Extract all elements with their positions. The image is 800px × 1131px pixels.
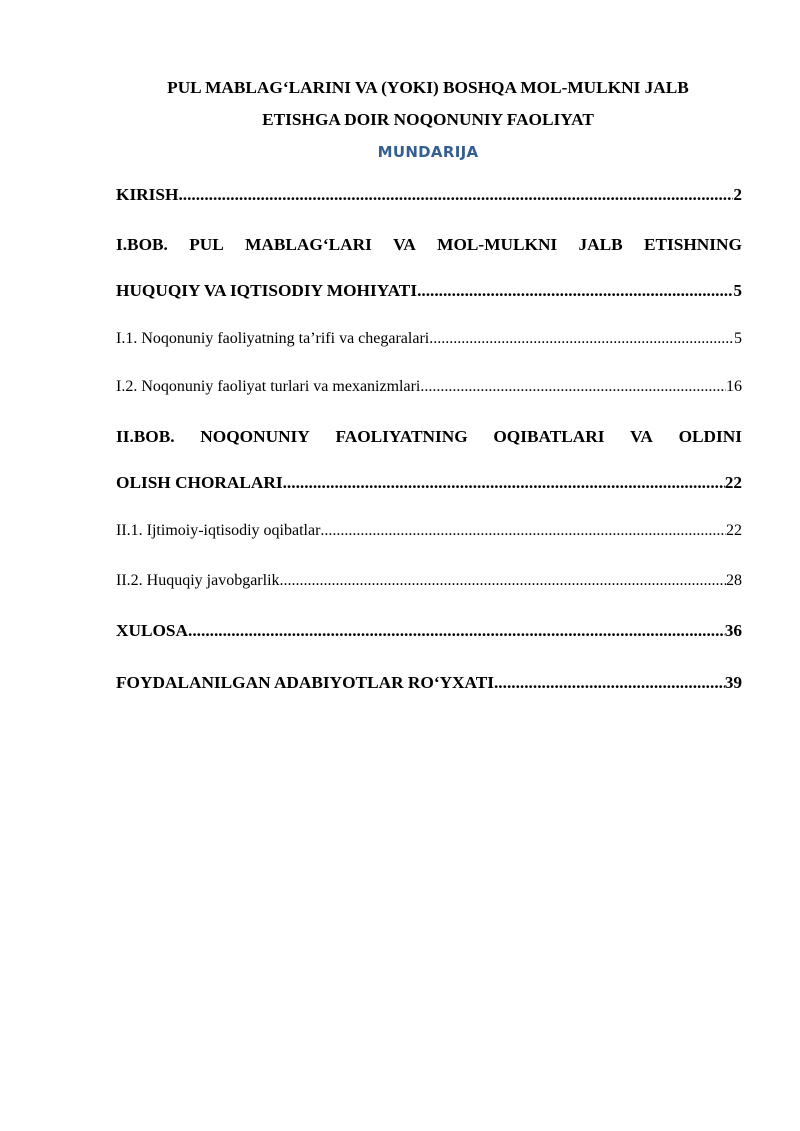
toc-leader-dots	[320, 520, 726, 542]
toc-entry-label: HUQUQIY VA IQTISODIY MOHIYATI	[116, 281, 418, 300]
toc-page-number: 16	[726, 378, 742, 395]
toc-word: OLDINI	[678, 427, 742, 446]
toc-entry-chapter-2-line-2[interactable]	[116, 472, 742, 494]
toc-word: PUL	[189, 235, 224, 254]
toc-leader-dots	[494, 672, 725, 694]
toc-leader-dots	[188, 620, 725, 642]
toc-word: VA	[393, 235, 416, 254]
toc-word: II.BOB.	[116, 427, 175, 446]
document-title-line-1: PUL MABLAG‘LARINI VA (YOKI) BOSHQA MOL-MULKNI JALB	[167, 78, 689, 97]
toc-page-number: 36	[724, 621, 742, 640]
toc-page-number: 2	[733, 185, 742, 204]
toc-entry-chapter-1-line-1[interactable]	[116, 234, 742, 256]
toc-page-number: 5	[733, 281, 742, 300]
toc-entry-label: I.1. Noqonuniy faoliyatning ta’rifi va chegaralari	[116, 330, 430, 347]
toc-page-number: 22	[726, 522, 742, 539]
toc-entry-label: OLISH CHORALARI	[116, 473, 283, 492]
toc-entry-section-2-1[interactable]	[116, 520, 742, 542]
toc-leader-dots	[420, 376, 726, 398]
toc-word: VA	[630, 427, 653, 446]
toc-entry-label: I.2. Noqonuniy faoliyat turlari va mexanizmlari	[116, 378, 421, 395]
toc-entry-section-2-2[interactable]	[116, 570, 742, 592]
toc-entry-label: KIRISH	[116, 185, 179, 204]
toc-leader-dots	[280, 570, 726, 592]
toc-entry-label: FOYDALANILGAN ADABIYOTLAR RO‘YXATI	[116, 673, 494, 692]
toc-entry-label: II.1. Ijtimoiy-iqtisodiy oqibatlar	[116, 522, 321, 539]
toc-word: I.BOB.	[116, 235, 168, 254]
toc-word: ETISHNING	[643, 235, 742, 254]
toc-leader-dots	[429, 328, 734, 350]
toc-word: FAOLIYATNING	[335, 427, 468, 446]
toc-word: JALB	[578, 235, 623, 254]
toc-entry-section-1-2[interactable]	[116, 376, 742, 398]
document-title-line-2: ETISHGA DOIR NOQONUNIY FAOLIYAT	[262, 110, 594, 129]
toc-entry-xulosa[interactable]	[116, 620, 742, 642]
toc-entry-chapter-1-line-2[interactable]	[116, 280, 742, 302]
contents-heading: MUNDARIJA	[377, 143, 479, 161]
toc-page-number: 5	[734, 330, 742, 347]
toc-entry-kirish[interactable]	[116, 184, 742, 206]
toc-entry-label: XULOSA	[116, 621, 189, 640]
toc-leader-dots	[417, 280, 733, 302]
toc-word: NOQONUNIY	[200, 427, 310, 446]
toc-leader-dots	[283, 472, 725, 494]
toc-entry-references[interactable]	[116, 672, 742, 694]
toc-entry-label: II.2. Huquqiy javobgarlik	[116, 572, 280, 589]
toc-page-number: 39	[724, 673, 742, 692]
toc-page-number: 28	[726, 572, 742, 589]
toc-page-number: 22	[724, 473, 742, 492]
toc-leader-dots	[178, 184, 733, 206]
toc-entry-section-1-1[interactable]	[116, 328, 742, 350]
toc-entry-chapter-2-line-1[interactable]	[116, 426, 742, 448]
toc-word: OQIBATLARI	[493, 427, 605, 446]
toc-word: MOL-MULKNI	[437, 235, 558, 254]
toc-word: MABLAG‘LARI	[245, 235, 372, 254]
